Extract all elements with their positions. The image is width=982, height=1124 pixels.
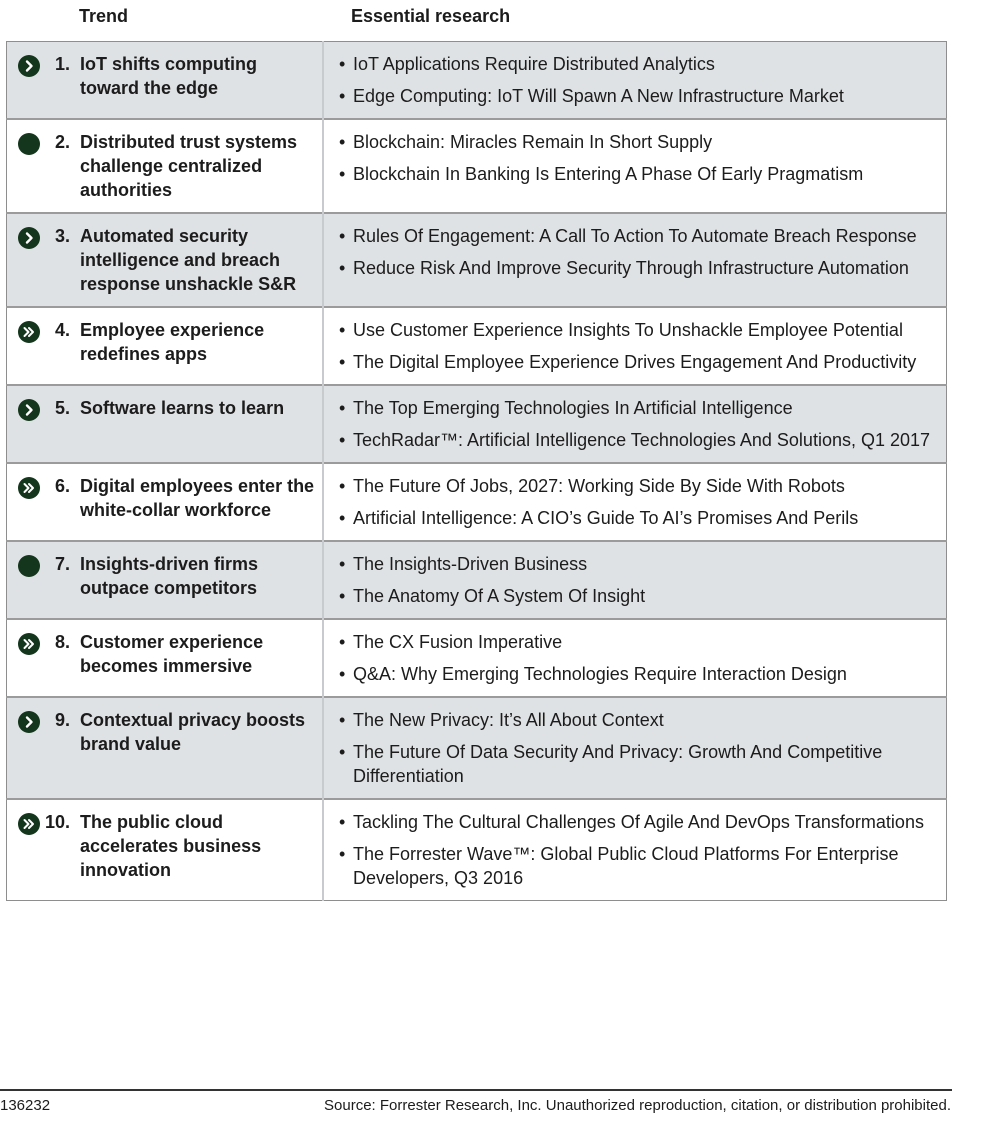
- trend-content: [7, 308, 322, 376]
- research-list: [324, 698, 946, 798]
- research-list: [324, 800, 946, 900]
- trend-content: [7, 620, 322, 688]
- research-list: [324, 542, 946, 618]
- research-item: • Edge Computing: IoT Will Spawn A New Infrastructure Market: [353, 84, 946, 108]
- research-list: [324, 214, 946, 290]
- trend-column-header: Trend: [79, 6, 129, 26]
- table-row: [7, 541, 947, 619]
- research-item: • Blockchain In Banking Is Entering A Phase Of Early Pragmatism: [353, 162, 946, 186]
- trend-number: 5.: [55, 398, 71, 418]
- single-chevron-icon: [18, 55, 40, 77]
- trend-title: Customer experience becomes immersive: [80, 632, 264, 676]
- trend-number: 10.: [45, 812, 71, 832]
- trend-content: [7, 542, 322, 610]
- trend-cell: [7, 213, 324, 307]
- table-row: [7, 463, 947, 541]
- table-row: [7, 619, 947, 697]
- research-item: • The Forrester Wave™: Global Public Cloud Platforms For Enterprise Developers, Q3 2016: [353, 842, 946, 890]
- research-item: • Rules Of Engagement: A Call To Action To Automate Breach Response: [353, 224, 946, 248]
- research-item: • The Future Of Data Security And Privacy: Growth And Competitive Differentiation: [353, 740, 946, 788]
- footer-divider: [0, 1089, 952, 1091]
- figure-id: 136232: [0, 1097, 51, 1114]
- research-cell: [323, 42, 947, 120]
- research-item: • IoT Applications Require Distributed Analytics: [353, 52, 946, 76]
- single-chevron-icon: [18, 399, 40, 421]
- research-item: • TechRadar™: Artificial Intelligence Technologies And Solutions, Q1 2017: [353, 428, 946, 452]
- research-item: • The Insights-Driven Business: [353, 552, 946, 576]
- trend-cell: [7, 385, 324, 463]
- research-item: • The Anatomy Of A System Of Insight: [353, 584, 946, 608]
- trend-title: Distributed trust systems challenge centralized authorities: [80, 132, 298, 200]
- research-item: • Tackling The Cultural Challenges Of Agile And DevOps Transformations: [353, 810, 946, 834]
- trend-number: 9.: [55, 710, 71, 730]
- table-row: [7, 385, 947, 463]
- trend-cell: [7, 119, 324, 213]
- table-row: [7, 119, 947, 213]
- table-row: [7, 799, 947, 901]
- double-chevron-icon: [18, 477, 40, 499]
- research-list: [324, 464, 946, 540]
- trend-title: Employee experience redefines apps: [80, 320, 265, 364]
- single-chevron-icon: [18, 711, 40, 733]
- trend-cell: [7, 697, 324, 799]
- trend-content: [7, 214, 322, 306]
- research-item: • Artificial Intelligence: A CIO’s Guide To AI’s Promises And Perils: [353, 506, 946, 530]
- research-list: [324, 120, 946, 196]
- research-cell: [323, 463, 947, 541]
- double-chevron-icon: [18, 813, 40, 835]
- table-row: [7, 697, 947, 799]
- trend-number: 6.: [55, 476, 71, 496]
- research-list: [324, 386, 946, 462]
- trend-cell: [7, 619, 324, 697]
- trend-cell: [7, 541, 324, 619]
- trend-cell: [7, 463, 324, 541]
- trend-title: Insights-driven firms outpace competitors: [80, 554, 259, 598]
- research-item: • The Digital Employee Experience Drives Engagement And Productivity: [353, 350, 946, 374]
- trend-number: 8.: [55, 632, 71, 652]
- double-chevron-icon: [18, 633, 40, 655]
- trend-title: The public cloud accelerates business innovation: [80, 812, 262, 880]
- research-cell: [323, 799, 947, 901]
- trend-number: 1.: [55, 54, 71, 74]
- research-cell: [323, 385, 947, 463]
- research-item: • Blockchain: Miracles Remain In Short Supply: [353, 130, 946, 154]
- research-item: • The Top Emerging Technologies In Artificial Intelligence: [353, 396, 946, 420]
- research-cell: [323, 619, 947, 697]
- research-item: • Reduce Risk And Improve Security Through Infrastructure Automation: [353, 256, 946, 280]
- research-item: • The Future Of Jobs, 2027: Working Side By Side With Robots: [353, 474, 946, 498]
- source-note: Source: Forrester Research, Inc. Unauthorized reproduction, citation, or distribution prohibited.: [324, 1097, 951, 1114]
- trend-number: 7.: [55, 554, 71, 574]
- research-column-header: Essential research: [351, 6, 511, 26]
- research-cell: [323, 213, 947, 307]
- research-cell: [323, 307, 947, 385]
- dot-icon: [18, 555, 40, 577]
- research-item: • Q&A: Why Emerging Technologies Require Interaction Design: [353, 662, 946, 686]
- double-chevron-icon: [18, 321, 40, 343]
- single-chevron-icon: [18, 227, 40, 249]
- research-cell: [323, 119, 947, 213]
- research-list: [324, 308, 946, 384]
- research-item: • Use Customer Experience Insights To Unshackle Employee Potential: [353, 318, 946, 342]
- trend-content: [7, 120, 322, 212]
- table-row: [7, 42, 947, 120]
- trend-content: [7, 386, 322, 430]
- trend-content: [7, 42, 322, 110]
- trend-title: Automated security intelligence and breach response unshackle S&R: [80, 226, 297, 294]
- trend-cell: [7, 307, 324, 385]
- table-row: [7, 213, 947, 307]
- research-list: [324, 620, 946, 696]
- trend-number: 3.: [55, 226, 71, 246]
- research-cell: [323, 541, 947, 619]
- trend-content: [7, 800, 322, 892]
- dot-icon: [18, 133, 40, 155]
- trend-cell: [7, 799, 324, 901]
- table-header: [0, 6, 946, 30]
- trend-cell: [7, 42, 324, 120]
- research-list: [324, 42, 946, 118]
- trend-number: 4.: [55, 320, 71, 340]
- trend-title: Software learns to learn: [80, 398, 285, 418]
- research-item: • The New Privacy: It’s All About Context: [353, 708, 946, 732]
- research-cell: [323, 697, 947, 799]
- trend-title: Contextual privacy boosts brand value: [80, 710, 306, 754]
- trend-title: IoT shifts computing toward the edge: [80, 54, 257, 98]
- table-row: [7, 307, 947, 385]
- trends-table: [6, 41, 947, 901]
- research-item: • The CX Fusion Imperative: [353, 630, 946, 654]
- trend-number: 2.: [55, 132, 71, 152]
- trend-title: Digital employees enter the white-collar workforce: [80, 476, 315, 520]
- trend-content: [7, 698, 322, 766]
- trend-content: [7, 464, 322, 532]
